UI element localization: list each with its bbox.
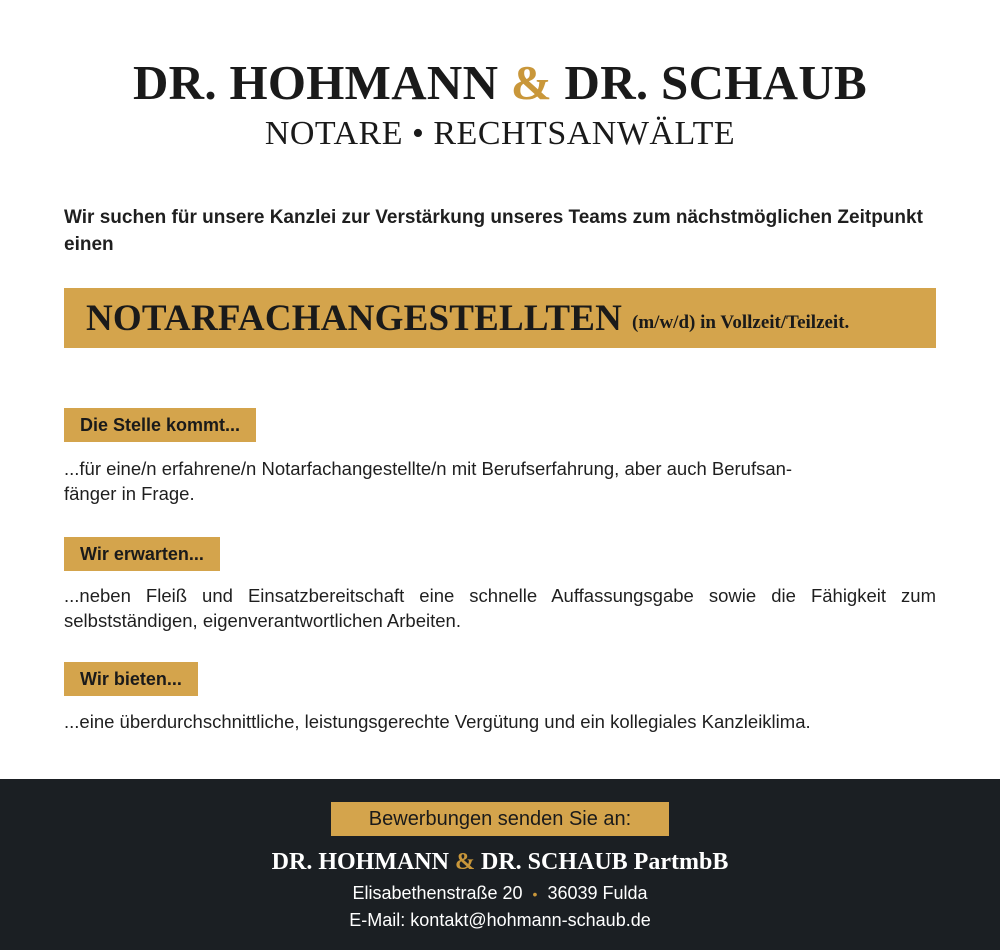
section-text-bieten: ...eine überdurchschnittliche, leistungsgerechte Vergütung und ein kollegiales Kanzleiklima. (64, 711, 811, 732)
footer-firm-right: DR. SCHAUB PartmbB (480, 849, 729, 875)
firm-name-right: DR. SCHAUB (564, 55, 868, 110)
section-label-stelle: Die Stelle kommt... (64, 408, 256, 442)
footer-email-label: E-Mail: (349, 910, 406, 930)
section-text-stelle: ...für eine/n erfahrene/n Notarfachangestellte/n mit Berufserfahrung, aber auch Berufsan- fänger in Frage. (64, 458, 793, 504)
firm-name (0, 56, 1000, 110)
position-banner (64, 288, 936, 348)
contact-footer (0, 779, 1000, 950)
intro-text: Wir suchen für unsere Kanzlei zur Verstärkung unseres Teams zum nächstmöglichen Zeitpunkt einen (64, 207, 923, 255)
firm-ampersand: & (510, 55, 552, 110)
footer-email-line (0, 910, 1000, 931)
position-title: NOTARFACHANGESTELLTEN (86, 297, 623, 339)
application-callout: Bewerbungen senden Sie an: (331, 802, 669, 836)
position-detail: (m/w/d) in Vollzeit/Teilzeit. (632, 312, 850, 333)
firm-name-left: DR. HOHMANN (132, 55, 499, 110)
section-label-bieten: Wir bieten... (64, 662, 198, 696)
section-label-erwarten: Wir erwarten... (64, 537, 220, 571)
firm-subtitle: NOTARE • RECHTSANWÄLTE (264, 115, 736, 152)
footer-ampersand: & (454, 849, 475, 875)
firm-header (0, 56, 1000, 154)
section-text-erwarten: ...neben Fleiß und Einsatzbereitschaft eine schnelle Auffassungsgabe sowie die Fähigkeit zum selbstständigen, eigenverantwortlichen Arbeiten. (64, 585, 936, 631)
footer-city: 36039 Fulda (547, 883, 648, 903)
bullet-separator: • (532, 886, 538, 902)
footer-address (0, 883, 1000, 904)
footer-firm-name (0, 849, 1000, 876)
footer-firm-left: DR. HOHMANN (271, 849, 449, 875)
footer-street: Elisabethenstraße 20 (352, 883, 523, 903)
footer-email[interactable]: kontakt@hohmann-schaub.de (410, 910, 651, 930)
